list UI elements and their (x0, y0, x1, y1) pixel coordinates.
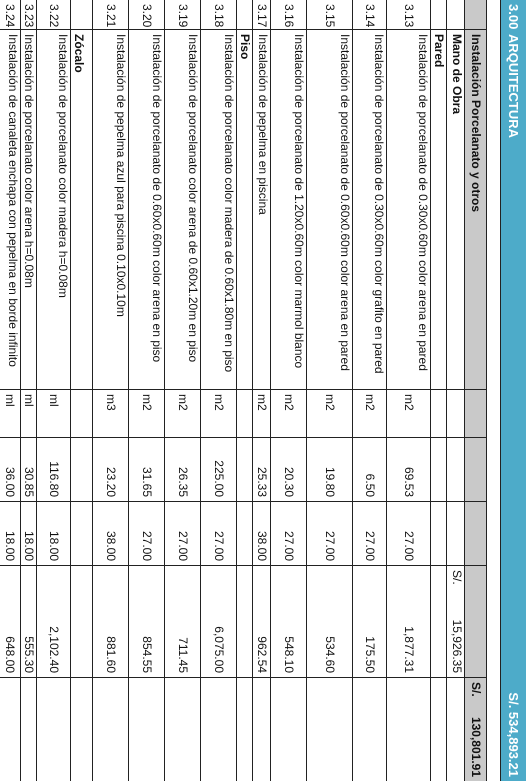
group-qty-cell (431, 438, 446, 502)
item-unit-price: 27.00 (165, 502, 200, 566)
group-pu-cell (431, 502, 446, 566)
item-code: 3.17 (253, 0, 270, 30)
item-unit: m2 (253, 390, 270, 438)
item-unit: m2 (271, 390, 306, 438)
item-quantity: 69.53 (387, 438, 430, 502)
group-row-pared[interactable] (430, 0, 446, 781)
group-code-cell (71, 0, 92, 30)
item-subtotal: 711.45 (165, 566, 200, 678)
item-unit-price: 27.00 (129, 502, 164, 566)
item-unit: m2 (307, 390, 352, 438)
item-unit-price: 27.00 (307, 502, 352, 566)
item-quantity: 30.85 (21, 438, 36, 502)
item-subtotal: 881.60 (93, 566, 128, 678)
item-code: 3.24 (0, 0, 20, 30)
item-code: 3.15 (307, 0, 352, 30)
item-total-cell (129, 678, 164, 781)
item-total-cell (307, 678, 352, 781)
table-row[interactable] (386, 0, 430, 781)
item-code: 3.21 (93, 0, 128, 30)
table-row[interactable] (164, 0, 200, 781)
group-label-zocalo: Zócalo (71, 30, 92, 390)
item-unit-price: 27.00 (271, 502, 306, 566)
chapter-header-row[interactable] (500, 0, 526, 781)
item-code: 3.19 (165, 0, 200, 30)
labor-qty-cell (447, 438, 464, 502)
item-quantity: 20.30 (271, 438, 306, 502)
item-description: Instalación de porcelanato color madera h=0.08m (37, 30, 70, 390)
table-row[interactable] (0, 0, 20, 781)
item-subtotal: 6,075.00 (201, 566, 236, 678)
spacer-row (486, 0, 500, 781)
labor-pu-cell (447, 502, 464, 566)
group-row-piso[interactable] (236, 0, 252, 781)
item-unit-price: 38.00 (253, 502, 270, 566)
group-tot-cell (431, 678, 446, 781)
labor-subtotal: 15,926.35 (450, 619, 464, 673)
item-total-cell (271, 678, 306, 781)
item-total-cell (387, 678, 430, 781)
table-row[interactable] (252, 0, 270, 781)
item-description: Instalación de porcelanato de 0.30x0.60m color grafito en pared (353, 30, 386, 390)
item-unit: m2 (129, 390, 164, 438)
item-unit-price: 27.00 (353, 502, 386, 566)
group-tot-cell (237, 678, 252, 781)
labor-code-cell (447, 0, 464, 30)
group-pu-cell (71, 502, 92, 566)
group-qty-cell (71, 438, 92, 502)
item-unit: m2 (165, 390, 200, 438)
section-total-cell (465, 678, 486, 781)
item-unit-price: 27.00 (387, 502, 430, 566)
item-unit: ml (21, 390, 36, 438)
item-description: Instalación de porcelanato de 0.30x0.60m color arena en pared (387, 30, 430, 390)
item-code: 3.13 (387, 0, 430, 30)
table-row[interactable] (306, 0, 352, 781)
item-description: Instalación de pepelma azul para piscina 0.10x0.10m (93, 30, 128, 390)
item-unit: m2 (201, 390, 236, 438)
item-unit: m3 (93, 390, 128, 438)
section-code-cell (465, 0, 486, 30)
group-sub-cell (431, 566, 446, 678)
item-unit: ml (37, 390, 70, 438)
chapter-code: 3.00 (501, 0, 526, 30)
section-currency: S/. (469, 682, 483, 697)
section-qty-cell (465, 438, 486, 502)
item-total-cell (93, 678, 128, 781)
item-subtotal: 534.60 (307, 566, 352, 678)
group-code-cell (431, 0, 446, 30)
item-subtotal: 962.54 (253, 566, 270, 678)
item-description: Instalación de pepelma en piscina (253, 30, 270, 390)
item-description: Instalación de porcelanato de 0.60x0.60m color arena en pared (307, 30, 352, 390)
table-row[interactable] (92, 0, 128, 781)
item-subtotal: 2,102.40 (37, 566, 70, 678)
item-total-cell (37, 678, 70, 781)
section-title: Instalación Porcelanato y otros (465, 30, 486, 390)
group-label-pared: Pared (431, 30, 446, 390)
table-row[interactable] (200, 0, 236, 781)
section-unit-cell (465, 390, 486, 438)
item-unit-price: 27.00 (201, 502, 236, 566)
table-row[interactable] (352, 0, 386, 781)
item-code: 3.14 (353, 0, 386, 30)
item-subtotal: 548.10 (271, 566, 306, 678)
item-quantity: 25.33 (253, 438, 270, 502)
item-quantity: 6.50 (353, 438, 386, 502)
item-total-cell (353, 678, 386, 781)
item-unit: m2 (353, 390, 386, 438)
item-code: 3.16 (271, 0, 306, 30)
labor-total-cell (447, 678, 464, 781)
item-subtotal: 175.50 (353, 566, 386, 678)
labor-label: Mano de Obra (447, 30, 464, 390)
section-row[interactable] (464, 0, 486, 781)
group-label-piso: Piso (237, 30, 252, 390)
group-unit-cell (431, 390, 446, 438)
item-subtotal: 648.00 (0, 566, 20, 678)
group-tot-cell (71, 678, 92, 781)
labor-unit-cell (447, 390, 464, 438)
item-unit-price: 38.00 (93, 502, 128, 566)
labor-subtotal-cell (447, 566, 464, 678)
item-quantity: 23.20 (93, 438, 128, 502)
item-total-cell (253, 678, 270, 781)
item-unit-price: 18.00 (21, 502, 36, 566)
item-unit: ml (0, 390, 20, 438)
group-sub-cell (71, 566, 92, 678)
item-description: Instalación de porcelanato de 0.60x0.60m color arena en piso (129, 30, 164, 390)
group-unit-cell (71, 390, 92, 438)
item-description: Instalación de porcelanato color arena h=0.08m (21, 30, 36, 390)
labor-row[interactable] (446, 0, 464, 781)
section-total: 130,801.91 (469, 716, 483, 777)
item-quantity: 36.00 (0, 438, 20, 502)
group-pu-cell (237, 502, 252, 566)
labor-currency: S/. (450, 570, 464, 585)
table-row[interactable] (128, 0, 164, 781)
group-qty-cell (237, 438, 252, 502)
item-quantity: 26.35 (165, 438, 200, 502)
item-total-cell (165, 678, 200, 781)
item-quantity: 19.80 (307, 438, 352, 502)
item-code: 3.23 (21, 0, 36, 30)
item-total-cell (201, 678, 236, 781)
chapter-title: ARQUITECTURA (501, 30, 526, 454)
item-quantity: 225.00 (201, 438, 236, 502)
group-unit-cell (237, 390, 252, 438)
section-sub-cell (465, 566, 486, 678)
item-unit: m2 (387, 390, 430, 438)
group-code-cell (237, 0, 252, 30)
item-description: Instalación de porcelanato color arena de 0.60x1.20m en piso (165, 30, 200, 390)
item-unit-price: 18.00 (0, 502, 20, 566)
group-row-zocalo[interactable] (70, 0, 92, 781)
item-quantity: 116.80 (37, 438, 70, 502)
item-description: Instalación de porcelanato de 1.20x0.60m color marmol blanco (271, 30, 306, 390)
item-code: 3.20 (129, 0, 164, 30)
item-subtotal: 1,877.31 (387, 566, 430, 678)
item-code: 3.22 (37, 0, 70, 30)
item-description: Instalación de canaleta enchapa con pepelma en borde infinito (0, 30, 20, 390)
chapter-total: S/. 534,893.21 (506, 692, 521, 777)
item-total-cell (21, 678, 36, 781)
table-row[interactable] (270, 0, 306, 781)
item-description: Instalación de porcelanato color madera de 0.60x1.80m en piso (201, 30, 236, 390)
item-quantity: 31.65 (129, 438, 164, 502)
table-row[interactable] (20, 0, 36, 781)
item-code: 3.18 (201, 0, 236, 30)
item-subtotal: 854.55 (129, 566, 164, 678)
section-pu-cell (465, 502, 486, 566)
group-sub-cell (237, 566, 252, 678)
item-unit-price: 18.00 (37, 502, 70, 566)
item-subtotal: 555.30 (21, 566, 36, 678)
table-row[interactable] (36, 0, 70, 781)
item-total-cell (0, 678, 20, 781)
